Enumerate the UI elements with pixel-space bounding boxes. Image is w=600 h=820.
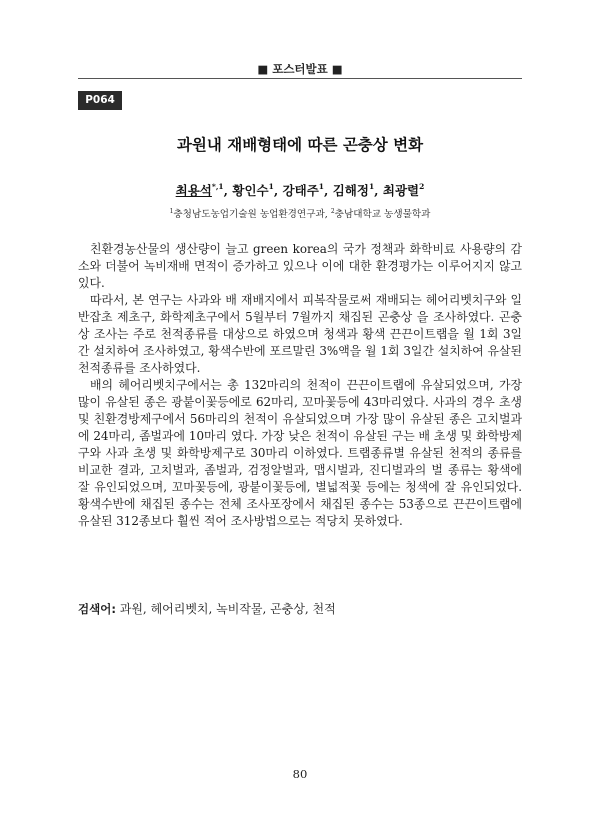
- author-list: [0, 181, 600, 199]
- abstract-paragraph: 따라서, 본 연구는 사과와 배 재배지에서 피복작물로써 재배되는 헤어리벳치구와 일반잡초 제초구, 화학제초구에서 5월부터 7월까지 채집된 곤충상 을 조사하였다. 곤충상 조사는 주로 천적종류를 대상으로 하였으며 청색과 황색 끈끈이트랩을 월 1회 3일간 설치하여 조사하였고, 황색수반에 포르말린 3%액을 월 1회 3일간 설치하여 유살된 천적종류를 조사하였다.: [78, 293, 522, 375]
- affiliation-text: 충남대학교 농생물학과: [334, 209, 431, 220]
- author-name: 최광렬: [382, 183, 420, 198]
- abstract-paragraph: 배의 헤어리벳치구에서는 총 132마리의 천적이 끈끈이트랩에 유살되었으며, 가장 많이 유살된 종은 광붙이꽃등에로 62마리, 꼬마꽃등에 43마리였다. 사과의 경우 초생 및 친환경방제구에서 56마리의 천적이 유살되었으며 가장 많이 유살된 종은 고치벌과에 24마리, 좀벌과에 10마리 였다. 가장 낮은 천적이 유살된 구는 배 초생 및 화학방제구와 사과 초생 및 화학방제구로 30마리 이하였다. 트랩종류별 유살된 천적의 종류를 비교한 결과, 고치벌과, 좀벌과, 검정알벌과, 맵시벌과, 진디벌과의 벌 종류는 황색에 잘 유인되었으며, 꼬마꽃등에, 광붙이꽃등에, 별넓적꽃 등에는 청색에 잘 유인되었다. 황색수반에 채집된 종수는 전체 조사포장에서 채집된 종수는 53종으로 끈끈이트랩에 유살된 312종보다 훨씬 적어 조사방법으로는 적당치 못하였다.: [78, 378, 522, 528]
- author-affiliation-mark: *,1: [211, 181, 224, 191]
- author-separator: ,: [324, 183, 333, 198]
- author-affiliation-mark: 1: [368, 181, 375, 191]
- abstract-paragraph: 친환경농산물의 생산량이 늘고 green korea의 국가 정책과 화학비료 사용량의 감소와 더불어 녹비재배 면적이 증가하고 있으나 이에 대한 환경평가는 이루어지지 않고 있다.: [78, 242, 522, 290]
- author-name: 강태주: [282, 183, 319, 198]
- abstract-body: [78, 241, 522, 530]
- affiliation-text: 충청남도농업기술원 농업환경연구과,: [173, 209, 331, 220]
- keywords-label: 검색어:: [78, 602, 116, 616]
- author-separator: ,: [273, 183, 283, 198]
- author-affiliation-mark: 1: [318, 181, 324, 191]
- author-separator: ,: [374, 183, 383, 198]
- paper-title: 과원내 재배형태에 따른 곤충상 변화: [176, 136, 424, 154]
- section-header-label: ■ 포스터발표 ■: [257, 62, 343, 76]
- header-divider: [78, 78, 522, 79]
- keywords-text: 과원, 헤어리벳치, 녹비작물, 곤충상, 천적: [115, 602, 336, 616]
- affiliation-mark: 2: [330, 207, 335, 215]
- author-separator: ,: [223, 183, 233, 198]
- author-affiliation-mark: 2: [419, 181, 425, 191]
- affiliations: [0, 206, 600, 220]
- page-number: 80: [292, 767, 308, 781]
- affiliation-mark: 1: [169, 207, 174, 215]
- author-name: 황인수: [232, 183, 269, 198]
- author-affiliation-mark: 1: [268, 181, 274, 191]
- author-name: 김해정: [332, 183, 369, 198]
- author-name: 최용석: [175, 183, 212, 198]
- poster-code-badge: P064: [78, 91, 122, 110]
- keywords: [78, 600, 522, 617]
